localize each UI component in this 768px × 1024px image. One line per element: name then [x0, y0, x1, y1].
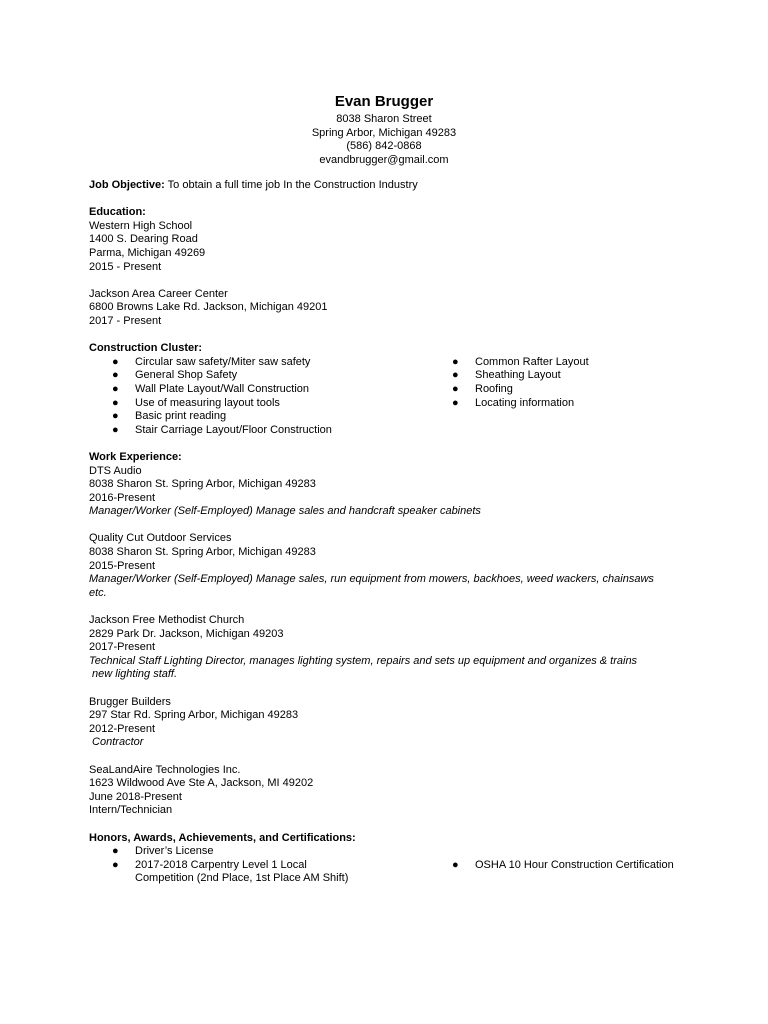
street-address: 8038 Sharon Street [336, 113, 432, 125]
company-name: DTS Audio [89, 464, 142, 477]
company-name: SeaLandAire Technologies Inc. [89, 763, 241, 776]
job-role: Manager/Worker (Self-Employed) Manage sales, run equipment from mowers, backhoes, weed wackers, chainsaws [89, 573, 654, 586]
honors-heading: Honors, Awards, Achievements, and Certifications: [89, 831, 356, 844]
job-dates: 2012-Present [89, 722, 156, 735]
objective-text: To obtain a full time job In the Construction Industry [164, 179, 418, 191]
job-dates: 2015-Present [89, 559, 156, 572]
job-dates: 2016-Present [89, 491, 156, 504]
phone-number: (586) 842-0868 [346, 140, 422, 153]
email-address: evandbrugger@gmail.com [319, 153, 449, 166]
list-item: ● OSHA 10 Hour Construction Certification [452, 858, 674, 871]
honors-left-column [89, 845, 409, 886]
bullet-icon: ● [112, 382, 119, 395]
list-item: ● Driver’s License [112, 845, 214, 858]
job-role: Manager/Worker (Self-Employed) Manage sales and handcraft speaker cabinets [89, 505, 481, 518]
bullet-icon: ● [112, 396, 119, 409]
honors-list [89, 845, 689, 886]
cluster-heading: Construction Cluster: [89, 342, 203, 355]
bullet-icon: ● [112, 423, 119, 436]
resume-body [89, 179, 689, 886]
list-item: ● Basic print reading [112, 410, 227, 423]
list-item: ● Sheathing Layout [452, 369, 561, 382]
job-objective [89, 179, 689, 193]
company-address: 8038 Sharon St. Spring Arbor, Michigan 49283 [89, 546, 316, 559]
job-role: Technical Staff Lighting Director, manages lighting system, repairs and sets up equipment and organizes & trains [89, 654, 638, 667]
company-address: 297 Star Rd. Spring Arbor, Michigan 49283 [89, 709, 299, 722]
cluster-right-column [429, 356, 689, 410]
bullet-icon: ● [112, 355, 119, 368]
company-address: 2829 Park Dr. Jackson, Michigan 49203 [89, 627, 284, 640]
job-entry [89, 696, 689, 750]
list-item: ● Wall Plate Layout/Wall Construction [112, 382, 310, 395]
school-dates: 2017 - Present [89, 314, 162, 327]
education-heading: Education: [89, 206, 146, 219]
bullet-icon: ● [112, 369, 119, 382]
objective-label: Job Objective: [89, 179, 165, 191]
job-dates: June 2018-Present [89, 790, 182, 803]
list-item: ● Stair Carriage Layout/Floor Construction [112, 423, 332, 436]
company-name: Quality Cut Outdoor Services [89, 532, 232, 545]
job-role: Contractor [89, 736, 144, 749]
job-role-continued: new lighting staff. [89, 668, 178, 681]
company-address: 1623 Wildwood Ave Ste A, Jackson, MI 49202 [89, 777, 314, 790]
school-name: Jackson Area Career Center [89, 287, 228, 300]
school-entry [89, 288, 689, 329]
bullet-icon: ● [112, 410, 119, 423]
job-entry [89, 764, 689, 818]
city-state-zip: Spring Arbor, Michigan 49283 [311, 126, 457, 139]
bullet-icon: ● [452, 355, 459, 368]
school-address: 6800 Browns Lake Rd. Jackson, Michigan 49201 [89, 301, 328, 314]
list-item: ● 2017-2018 Carpentry Level 1 Local Competition (2nd Place, 1st Place AM Shift) [112, 858, 349, 885]
job-dates: 2017-Present [89, 641, 156, 654]
bullet-icon: ● [112, 845, 119, 858]
cluster-skills [89, 356, 689, 438]
job-entry [89, 614, 689, 682]
company-name: Brugger Builders [89, 695, 171, 708]
list-item: ● Use of measuring layout tools [112, 396, 280, 409]
resume-header [0, 92, 768, 167]
cluster-left-column [89, 356, 409, 438]
bullet-icon: ● [452, 858, 459, 871]
bullet-icon: ● [452, 382, 459, 395]
bullet-icon: ● [112, 858, 119, 871]
job-role: Intern/Technician [89, 804, 173, 817]
job-entry [89, 532, 689, 600]
bullet-icon: ● [452, 369, 459, 382]
school-name: Western High School [89, 219, 193, 232]
job-role-continued: etc. [89, 586, 107, 599]
list-item: ● Circular saw safety/Miter saw safety [112, 355, 311, 368]
list-item: ● Locating information [452, 396, 575, 409]
job-entry [89, 465, 689, 519]
school-entry [89, 220, 689, 274]
honors-right-column [429, 859, 689, 873]
list-item: ● Roofing [452, 382, 513, 395]
school-address: 1400 S. Dearing Road [89, 233, 198, 246]
applicant-name: Evan Brugger [334, 93, 434, 110]
list-item: ● Common Rafter Layout [452, 355, 589, 368]
work-heading: Work Experience: [89, 450, 182, 463]
bullet-icon: ● [452, 396, 459, 409]
list-item: ● General Shop Safety [112, 369, 238, 382]
company-address: 8038 Sharon St. Spring Arbor, Michigan 49283 [89, 478, 316, 491]
school-dates: 2015 - Present [89, 260, 162, 273]
school-city: Parma, Michigan 49269 [89, 246, 206, 259]
company-name: Jackson Free Methodist Church [89, 614, 245, 627]
